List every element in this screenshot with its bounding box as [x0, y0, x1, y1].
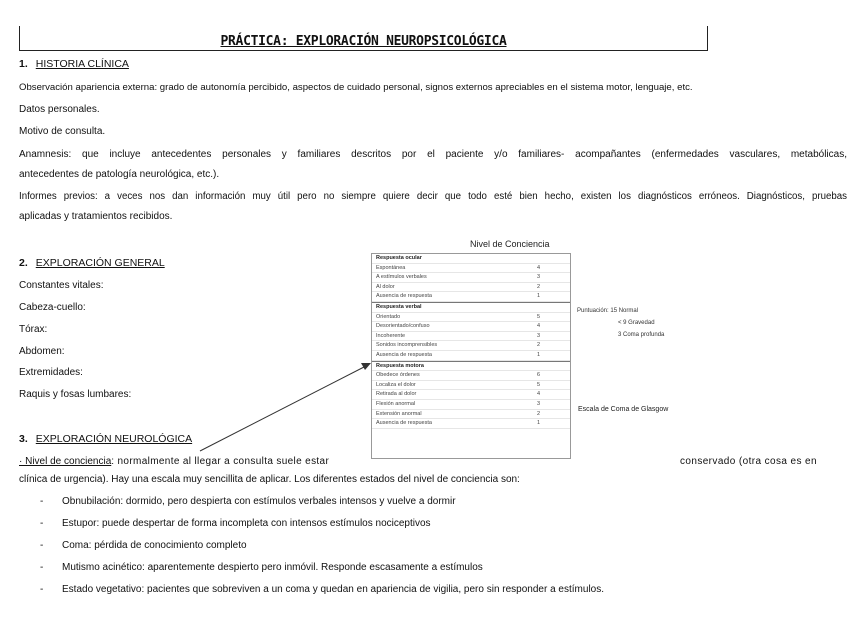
neuro-line1-left [19, 456, 329, 468]
gcs-score-gravedad: < 9 Gravedad [618, 320, 655, 326]
neuro-line1-mid: : normalmente al llegar a consulta suele estar [111, 456, 330, 467]
gcs-row: Flexión anormal 3 [372, 400, 570, 410]
section-1-title: HISTORIA CLÍNICA [35, 58, 129, 70]
historia-anamnesis-line1: Anamnesis: que incluye antecedentes personales y familiares descritos por el paciente y/o familiares- acompañantes (enfermedades vasculares, metabólicas, [19, 149, 847, 160]
nivel-conciencia-term: · Nivel de conciencia [19, 456, 112, 467]
list-item: - Coma: pérdida de conocimiento completo [40, 540, 247, 551]
historia-informes-line2: aplicadas y tratamientos recibidos. [19, 211, 173, 222]
general-item: Extremidades: [19, 367, 83, 378]
page-title: PRÁCTICA: EXPLORACIÓN NEUROPSICOLÓGICA [220, 34, 507, 49]
historia-informes-line1: Informes previos: a veces nos dan información muy útil pero no siempre quiere decir que todo esté bien hecho, existen los diagnósticos erróneos. Diagnósticos, pruebas [19, 191, 847, 202]
general-item: Cabeza-cuello: [19, 302, 86, 313]
gcs-row: Obedece órdenes 6 [372, 371, 570, 381]
gcs-score-coma: 3 Coma profunda [618, 332, 665, 338]
general-item: Tórax: [19, 324, 48, 335]
list-item: - Estupor: puede despertar de forma incompleta con intensos estímulos nociceptivos [40, 518, 431, 529]
gcs-row: Sonidos incomprensibles 2 [372, 341, 570, 351]
gcs-scale-name: Escala de Coma de Glasgow [578, 406, 669, 413]
gcs-row: A estímulos verbales 3 [372, 273, 570, 283]
gcs-row: Ausencia de respuesta 1 [372, 419, 570, 429]
general-item: Raquis y fosas lumbares: [19, 389, 132, 400]
list-item: - Obnubilación: dormido, pero despierta con estímulos verbales intensos y vuelve a dormir [40, 496, 456, 507]
gcs-row: Respuesta motora [372, 361, 570, 372]
section-3-heading [19, 433, 192, 446]
list-item: - Estado vegetativo: pacientes que sobreviven a un coma y quedan en apariencia de vigilia, pero sin responder a estímulos. [40, 584, 605, 595]
gcs-score-normal: Puntuación: 15 Normal [577, 308, 639, 314]
gcs-row: Extensión anormal 2 [372, 410, 570, 420]
general-item: Abdomen: [19, 346, 65, 357]
list-item: - Mutismo acinético: aparentemente despierto pero inmóvil. Responde escasamente a estímulos [40, 562, 483, 573]
historia-datos: Datos personales. [19, 104, 100, 115]
gcs-row: Localiza el dolor 5 [372, 381, 570, 391]
section-1-number: 1. [19, 58, 28, 70]
gcs-row: Incoherente 3 [372, 332, 570, 342]
gcs-title: Nivel de Conciencia [470, 239, 550, 249]
general-item: Constantes vitales: [19, 280, 104, 291]
historia-anamnesis-line2: antecedentes de patología neurológica, etc.). [19, 169, 220, 180]
section-3-title: EXPLORACIÓN NEUROLÓGICA [35, 433, 193, 445]
neuro-line2: clínica de urgencia). Hay una escala muy sencillita de aplicar. Los diferentes estados del nivel de conciencia son: [19, 474, 520, 485]
section-2-number: 2. [19, 257, 28, 269]
gcs-row: Espontánea 4 [372, 264, 570, 274]
gcs-row: Ausencia de respuesta 1 [372, 351, 570, 361]
section-2-title: EXPLORACIÓN GENERAL [35, 257, 165, 269]
gcs-row: Respuesta ocular [372, 254, 570, 264]
neuro-line1-end: conservado (otra cosa es en [680, 456, 817, 467]
gcs-row: Respuesta verbal [372, 302, 570, 313]
gcs-row: Al dolor 2 [372, 283, 570, 293]
gcs-row: Retirada al dolor 4 [372, 390, 570, 400]
historia-motivo: Motivo de consulta. [19, 126, 106, 137]
gcs-row: Ausencia de respuesta 1 [372, 292, 570, 302]
historia-observacion: Observación apariencia externa: grado de autonomía percibido, aspectos de cuidado personal, signos externos apreciables en el sistema motor, lenguaje, etc. [19, 82, 693, 93]
section-3-number: 3. [19, 433, 28, 445]
gcs-row: Orientado 5 [372, 313, 570, 323]
gcs-row: Desorientado/confuso 4 [372, 322, 570, 332]
